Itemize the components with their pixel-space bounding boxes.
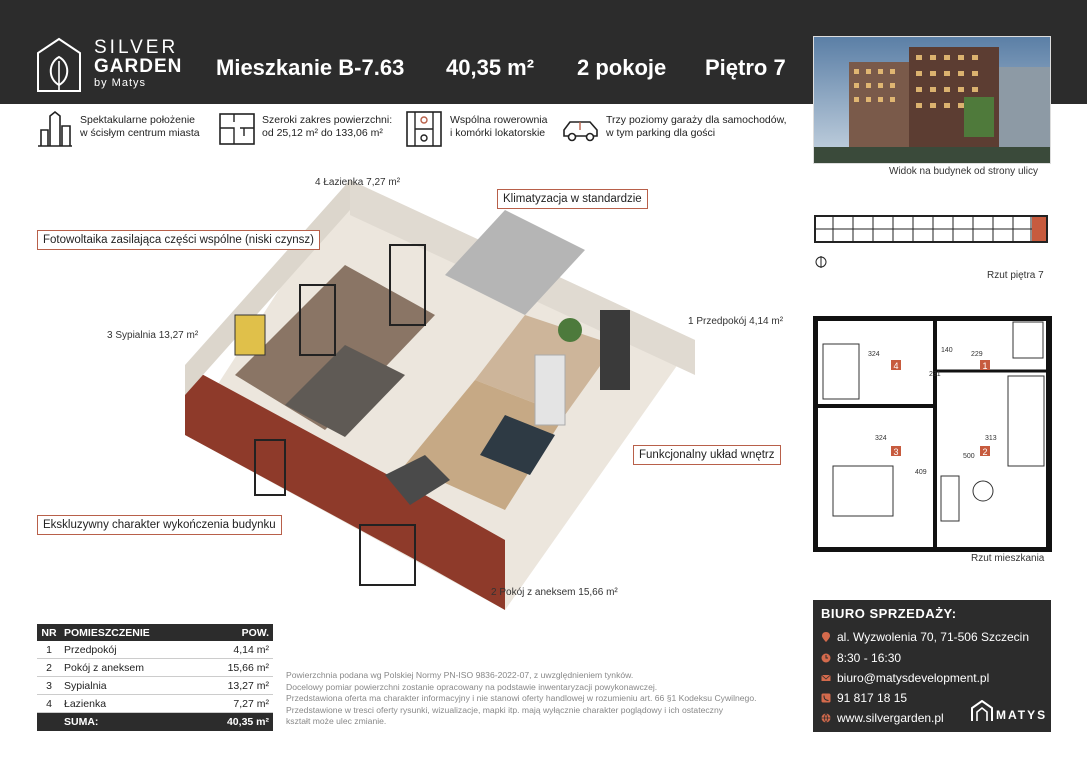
unit-floor-plan	[813, 316, 1053, 552]
apartment-id: Mieszkanie B-7.63	[216, 55, 405, 80]
feature-parking	[606, 114, 787, 140]
matys-logo-icon	[971, 700, 993, 722]
unit-plan-caption: Rzut mieszkania	[971, 553, 1045, 564]
building-photo	[813, 36, 1051, 164]
table-header	[37, 624, 273, 641]
sum-label: SUMA:	[64, 716, 99, 728]
office-phone-row	[821, 691, 907, 705]
callout-exclusive-finish: Ekskluzywny charakter wykończenia budynku	[37, 515, 282, 535]
row-name: Przedpokój	[64, 643, 117, 656]
disclaimer-line: Docelowy pomiar powierzchni zostanie opracowany na podstawie inwentaryzacji powykonawczej.	[286, 681, 658, 692]
office-email-row	[821, 671, 989, 685]
table-row	[37, 641, 273, 659]
fridge	[535, 355, 565, 425]
table-row	[37, 659, 273, 677]
plan-dim-7: 500	[963, 453, 975, 460]
room-label-bedroom: 3 Sypialnia 13,27 m²	[107, 330, 199, 341]
matys-logo-text: MATYS	[996, 708, 1048, 722]
leaf-logo-icon	[36, 37, 82, 93]
table-sum-row	[37, 713, 273, 731]
apartment-floor: Piętro 7	[705, 55, 786, 80]
feature-area-line2: od 25,12 m² do 133,06 m²	[262, 127, 383, 139]
row-nr: 4	[46, 697, 52, 710]
col-nr: NR	[41, 626, 57, 639]
feature-location-line2: w ścisłym centrum miasta	[80, 127, 200, 139]
car-icon	[560, 110, 602, 148]
globe-icon	[821, 713, 831, 723]
location-pin-icon	[821, 632, 831, 642]
sum-value: 40,35 m²	[226, 716, 269, 728]
brand-line2: GARDEN	[94, 56, 183, 77]
office-email[interactable]: biuro@matysdevelopment.pl	[837, 671, 990, 685]
sales-office-box	[813, 600, 1051, 732]
col-room: POMIESZCZENIE	[64, 626, 150, 639]
photo-caption: Widok na budynek od strony ulicy	[889, 166, 1038, 177]
disclaimer-line: Przedstawione w tresci oferty rysunki, wizualizacje, mapki itp. mają wyłącznie charakter poglądowy i ich ostateczny	[286, 704, 724, 715]
feature-storage-line1: Wspólna rowerownia	[450, 114, 548, 126]
feature-area-range	[262, 114, 392, 140]
row-nr: 1	[46, 643, 52, 656]
callout-functional-layout: Funkcjonalny układ wnętrz	[633, 445, 781, 465]
plan-dim-5: 324	[875, 435, 887, 442]
plant	[558, 318, 582, 342]
feature-storage	[450, 114, 547, 140]
office-address-row	[821, 630, 1029, 644]
floorplan-icon	[218, 110, 256, 148]
brand-line3: by Matys	[94, 77, 147, 89]
entry-door	[600, 310, 630, 390]
clock-icon	[821, 653, 831, 663]
brand-line1: SILVER	[94, 37, 179, 58]
feature-parking-line2: w tym parking dla gości	[606, 127, 716, 139]
row-name: Łazienka	[64, 697, 107, 710]
plan-dim-2: 140	[941, 347, 953, 354]
feature-location	[80, 114, 200, 140]
apartment-area: 40,35 m²	[446, 55, 535, 80]
highlighted-unit	[1032, 217, 1046, 241]
row-name: Pokój z aneksem	[64, 661, 144, 674]
disclaimer-line: Powierzchnia podana wg Polskiej Normy PN-ISO 9836-2022-07, z uwzględnieniem tynków.	[286, 670, 634, 680]
office-hours-row	[821, 651, 901, 665]
storage-icon	[405, 110, 443, 148]
row-nr: 3	[46, 679, 52, 692]
table-row	[37, 695, 273, 713]
feature-parking-line1: Trzy poziomy garaży dla samochodów,	[606, 114, 787, 126]
brand-name	[94, 38, 182, 90]
plan-room-3: 3	[893, 447, 899, 457]
plan-room-1: 1	[982, 361, 988, 371]
office-address: al. Wyzwolenia 70, 71-506 Szczecin	[837, 630, 1029, 644]
legal-disclaimer	[286, 670, 776, 728]
feature-area-line1: Szeroki zakres powierzchni:	[262, 114, 393, 126]
plan-dim-8: 409	[915, 469, 927, 476]
office-phone[interactable]: 91 817 18 15	[837, 691, 908, 705]
room-label-living: 2 Pokój z aneksem 15,66 m²	[491, 587, 618, 598]
plan-dim-1: 324	[868, 351, 880, 358]
envelope-icon	[821, 673, 831, 683]
plan-dim-3: 229	[971, 351, 983, 358]
row-area: 15,66 m²	[227, 661, 269, 674]
room-label-hallway: 1 Przedpokój 4,14 m²	[688, 316, 784, 327]
row-name: Sypialnia	[64, 679, 107, 692]
office-website[interactable]: www.silvergarden.pl	[837, 711, 944, 725]
room-label-bathroom: 4 Łazienka 7,27 m²	[315, 177, 401, 188]
row-area: 4,14 m²	[233, 643, 269, 656]
callout-photovoltaics: Fotowoltaika zasilająca części wspólne (niski czynsz)	[37, 230, 320, 250]
row-area: 13,27 m²	[227, 679, 269, 692]
matys-logo	[971, 700, 1047, 722]
disclaimer-line: Przedstawiona oferta ma charakter informacyjny i nie stanowi oferty handlowej w rozumieniu art. 66 §1 Kodeksu Cywilnego.	[286, 693, 757, 704]
office-title: BIURO SPRZEDAŻY:	[821, 606, 957, 621]
storey-plan-caption: Rzut piętra 7	[987, 270, 1044, 281]
col-area: POW.	[241, 626, 269, 639]
plan-room-2: 2	[982, 447, 988, 457]
disclaimer-line: kształt może ulec zmianie.	[286, 716, 387, 727]
plan-dim-4: 231	[929, 371, 941, 378]
wall-painting	[235, 315, 265, 355]
table-row	[37, 677, 273, 695]
feature-storage-line2: i komórki lokatorskie	[450, 127, 546, 139]
office-web-row	[821, 711, 944, 725]
phone-icon	[821, 693, 831, 703]
row-nr: 2	[46, 661, 52, 674]
callout-air-conditioning: Klimatyzacja w standardzie	[497, 189, 648, 209]
feature-location-line1: Spektakularne położenie	[80, 114, 195, 126]
building-illustration	[814, 37, 1051, 164]
room-area-table	[37, 624, 273, 731]
apartment-rooms: 2 pokoje	[577, 55, 667, 80]
row-area: 7,27 m²	[233, 697, 269, 710]
plan-room-4: 4	[893, 361, 899, 371]
city-icon	[36, 110, 74, 148]
office-hours: 8:30 - 16:30	[837, 651, 902, 665]
storey-floor-plan	[813, 212, 1051, 270]
plan-dim-6: 313	[985, 435, 997, 442]
